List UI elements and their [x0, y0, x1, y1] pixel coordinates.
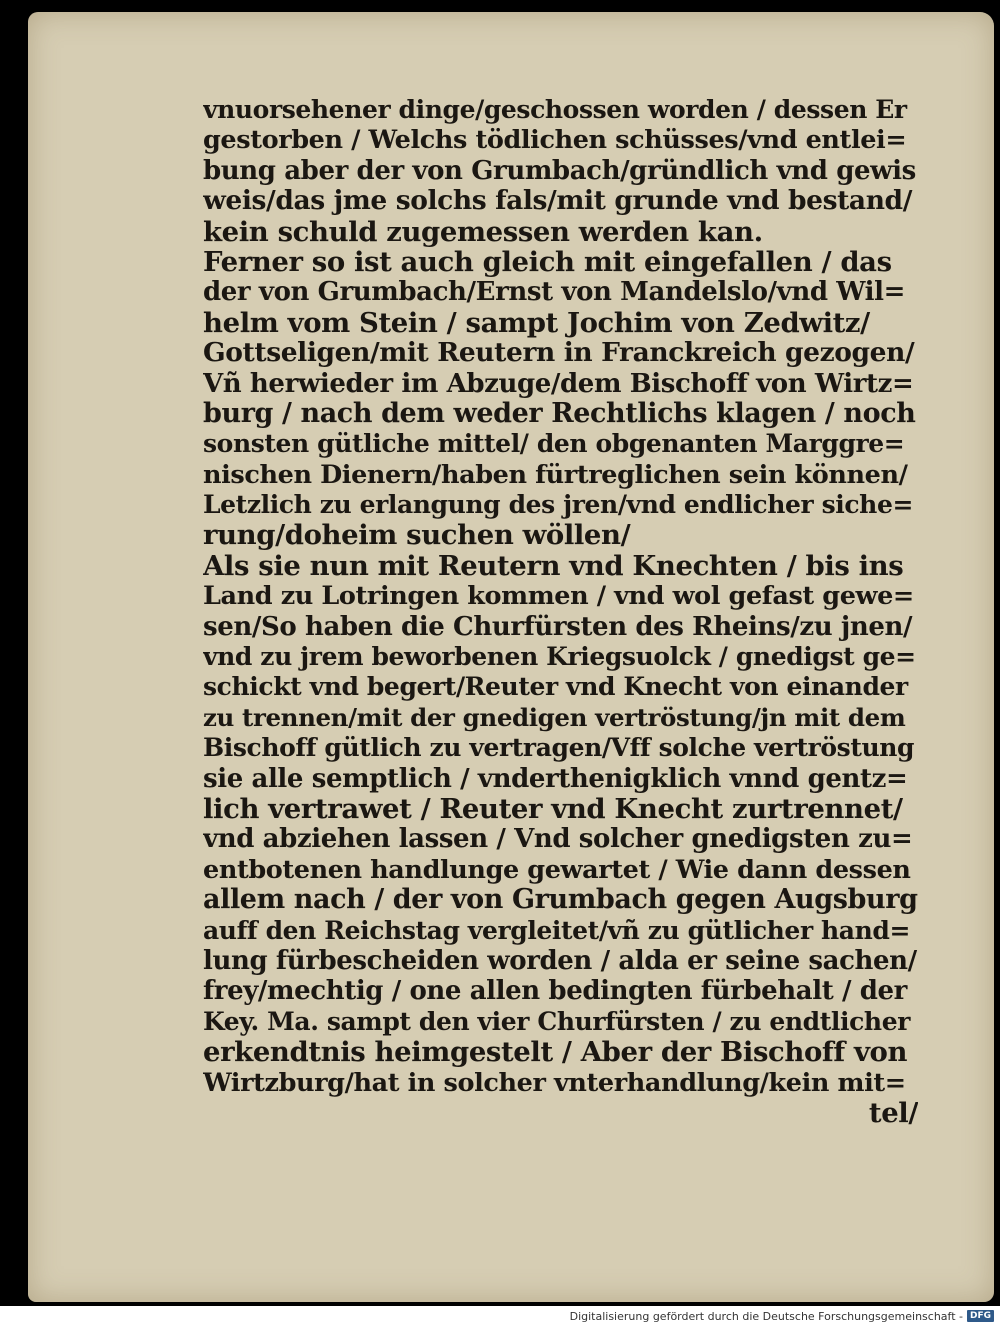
- text-line: frey/mechtig / one allen bedingten fürbehalt / der: [203, 976, 907, 1007]
- text-line: erkendtnis heimgestelt / Aber der Bischoff von: [203, 1037, 908, 1068]
- text-line: Gottseligen/mit Reutern in Franckreich gezogen/: [203, 338, 915, 369]
- dfg-logo: DFG: [967, 1310, 994, 1322]
- text-line: Letzlich zu erlangung des jren/vnd endlicher siche=: [203, 490, 914, 520]
- text-line: auff den Reichstag vergleitet/vñ zu gütlicher hand=: [203, 915, 910, 945]
- text-line: schickt vnd begert/Reuter vnd Knecht von einander: [203, 672, 908, 702]
- scanned-page: [28, 12, 994, 1302]
- text-line: der von Grumbach/Ernst von Mandelslo/vnd Wil=: [203, 277, 905, 308]
- text-line: Vñ herwieder im Abzuge/dem Bischoff von Wirtz=: [203, 368, 914, 399]
- footer-credit: Digitalisierung gefördert durch die Deutsche Forschungsgemeinschaft -: [569, 1309, 963, 1323]
- text-line: Bischoff gütlich zu vertragen/Vff solche vertröstung: [203, 733, 915, 763]
- text-line: gestorben / Welchs tödlichen schüsses/vnd entlei=: [203, 125, 907, 156]
- text-line: lung fürbescheiden worden / alda er seine sachen/: [203, 945, 917, 976]
- text-line: kein schuld zugemessen werden kan.: [203, 216, 763, 247]
- text-line: weis/das jme solchs fals/mit grunde vnd bestand/: [203, 186, 912, 217]
- text-line: helm vom Stein / sampt Jochim von Zedwitz/: [203, 307, 870, 339]
- text-line: allem nach / der von Grumbach gegen Augsburg: [203, 885, 918, 916]
- body-text: [203, 95, 918, 1128]
- text-line: nischen Dienern/haben fürtreglichen sein können/: [203, 459, 908, 490]
- footer: [0, 1306, 1000, 1326]
- text-line: bung aber der von Grumbach/gründlich vnd gewis: [203, 155, 916, 186]
- text-line: sie alle semptlich / vnderthenigklich vnnd gentz=: [203, 763, 908, 794]
- text-line: vnuorsehener dinge/geschossen worden / dessen Er: [203, 95, 907, 124]
- text-line: Key. Ma. sampt den vier Churfürsten / zu endtlicher: [203, 1006, 910, 1036]
- text-line: tel/: [868, 1097, 918, 1129]
- text-line: zu trennen/mit der gnedigen vertröstung/jn mit dem: [203, 702, 906, 732]
- text-line: entbotenen handlunge gewartet / Wie dann dessen: [203, 854, 911, 885]
- text-line: lich vertrawet / Reuter vnd Knecht zurtrennet/: [203, 793, 903, 825]
- text-line: burg / nach dem weder Rechtlichs klagen / noch: [203, 398, 916, 429]
- text-line: vnd abziehen lassen / Vnd solcher gnedigsten zu=: [203, 824, 913, 855]
- text-line: Wirtzburg/hat in solcher vnterhandlung/kein mit=: [203, 1067, 906, 1098]
- text-line: Als sie nun mit Reutern vnd Knechten / bis ins: [203, 550, 904, 582]
- text-line: Ferner so ist auch gleich mit eingefallen / das: [203, 246, 892, 278]
- text-line: vnd zu jrem beworbenen Kriegsuolck / gnedigst ge=: [203, 642, 916, 672]
- text-line: Land zu Lotringen kommen / vnd wol gefast gewe=: [203, 581, 914, 612]
- text-line: sen/So haben die Churfürsten des Rheins/zu jnen/: [203, 611, 913, 642]
- text-line: rung/doheim suchen wöllen/: [203, 520, 631, 551]
- text-line: sonsten gütliche mittel/ den obgenanten Marggre=: [203, 429, 905, 459]
